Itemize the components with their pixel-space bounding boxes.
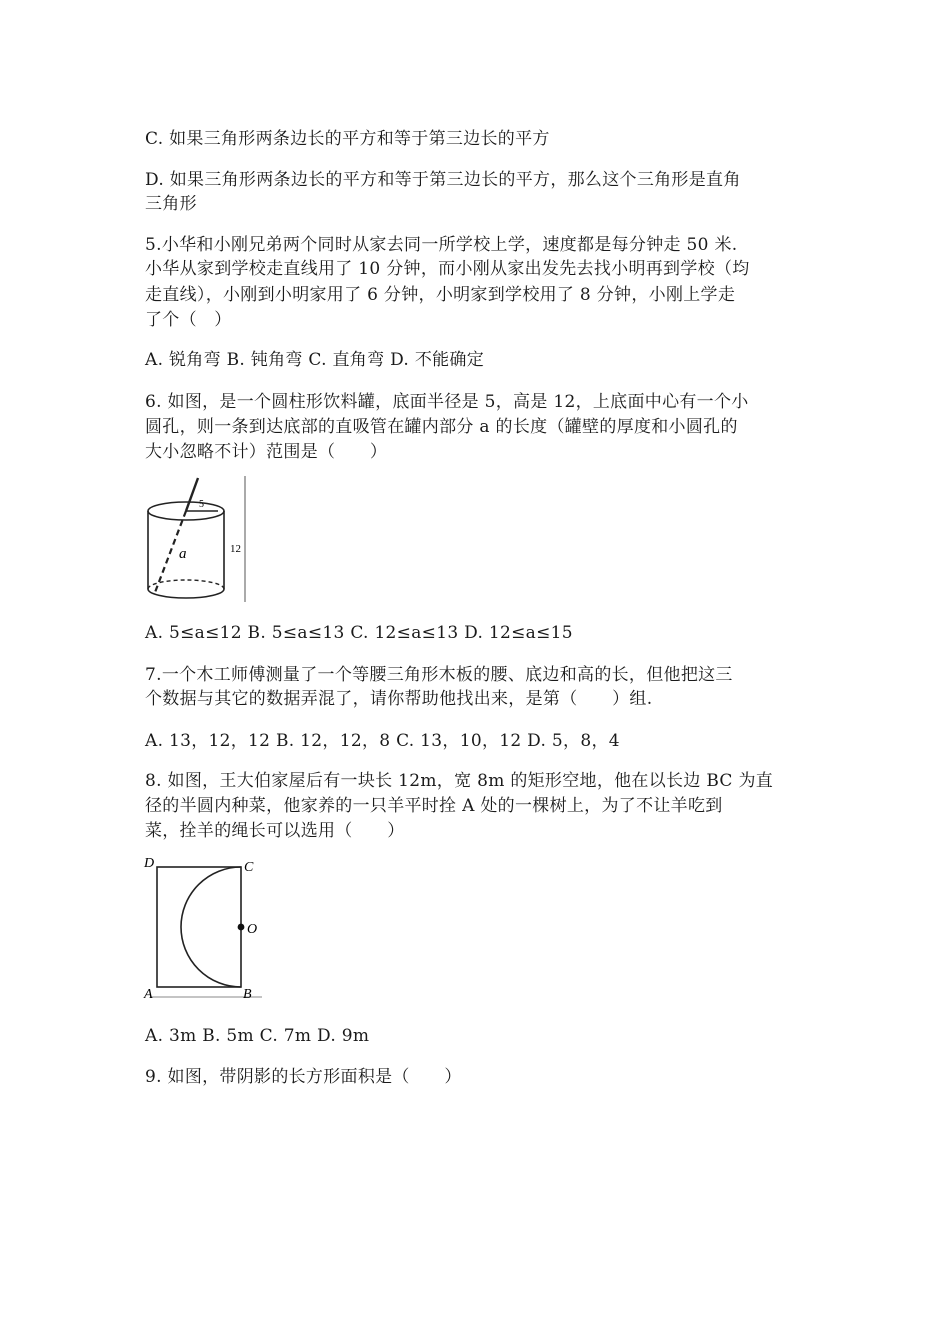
q4-option-d-line2: 三角形 bbox=[145, 194, 197, 214]
straw-label: a bbox=[179, 546, 187, 562]
q6-stem-line1: 6. 如图，是一个圆柱形饮料罐，底面半径是 5，高是 12，上底面中心有一个小 bbox=[145, 392, 749, 412]
q8-stem-line3: 菜，拴羊的绳长可以选用（ ） bbox=[145, 821, 405, 841]
rectangle-semicircle-figure bbox=[140, 852, 270, 1006]
point-c-label: C bbox=[244, 860, 254, 875]
q5-options: A. 锐角弯 B. 钝角弯 C. 直角弯 D. 不能确定 bbox=[145, 350, 485, 370]
height-label: 12 bbox=[230, 543, 241, 555]
q5-stem-line3: 走直线），小刚到小明家用了 6 分钟，小明家到学校用了 8 分钟，小刚上学走 bbox=[145, 285, 736, 305]
q4-option-c: C. 如果三角形两条边长的平方和等于第三边长的平方 bbox=[145, 129, 550, 149]
q5-stem-line4: 了个（ ） bbox=[145, 310, 232, 330]
q8-stem-line1: 8. 如图，王大伯家屋后有一块长 12m，宽 8m 的矩形空地，他在以长边 BC 为直 bbox=[145, 771, 774, 791]
radius-label: 5 bbox=[199, 499, 204, 510]
q4-option-d-line1: D. 如果三角形两条边长的平方和等于第三边长的平方，那么这个三角形是直角 bbox=[145, 170, 741, 190]
q8-stem-line2: 径的半圆内种菜，他家养的一只羊平时拴 A 处的一棵树上，为了不让羊吃到 bbox=[145, 796, 723, 816]
q7-stem-line2: 个数据与其它的数据弄混了，请你帮助他找出来，是第（ ）组. bbox=[145, 689, 653, 709]
q7-stem-line1: 7.一个木工师傅测量了一个等腰三角形木板的腰、底边和高的长，但他把这三 bbox=[145, 665, 733, 685]
point-a-label: A bbox=[144, 987, 153, 1002]
q5-stem-line2: 小华从家到学校走直线用了 10 分钟，而小刚从家出发先去找小明再到学校（均 bbox=[145, 259, 750, 279]
point-d-label: D bbox=[144, 856, 155, 871]
cylinder-figure bbox=[140, 474, 260, 610]
q6-stem-line3: 大小忽略不计）范围是（ ） bbox=[145, 442, 388, 462]
q9-stem: 9. 如图，带阴影的长方形面积是（ ） bbox=[145, 1067, 462, 1087]
q6-stem-line2: 圆孔，则一条到达底部的直吸管在罐内部分 a 的长度（罐壁的厚度和小圆孔的 bbox=[145, 417, 738, 437]
point-o-label: O bbox=[247, 922, 258, 937]
q7-options: A. 13，12，12 B. 12，12，8 C. 13，10，12 D. 5，8，4 bbox=[145, 731, 620, 751]
q6-options: A. 5≤a≤12 B. 5≤a≤13 C. 12≤a≤13 D. 12≤a≤15 bbox=[145, 623, 573, 643]
q8-options: A. 3m B. 5m C. 7m D. 9m bbox=[145, 1026, 370, 1046]
q5-stem-line1: 5.小华和小刚兄弟两个同时从家去同一所学校上学，速度都是每分钟走 50 米. bbox=[145, 235, 738, 255]
point-b-label: B bbox=[243, 987, 252, 1002]
